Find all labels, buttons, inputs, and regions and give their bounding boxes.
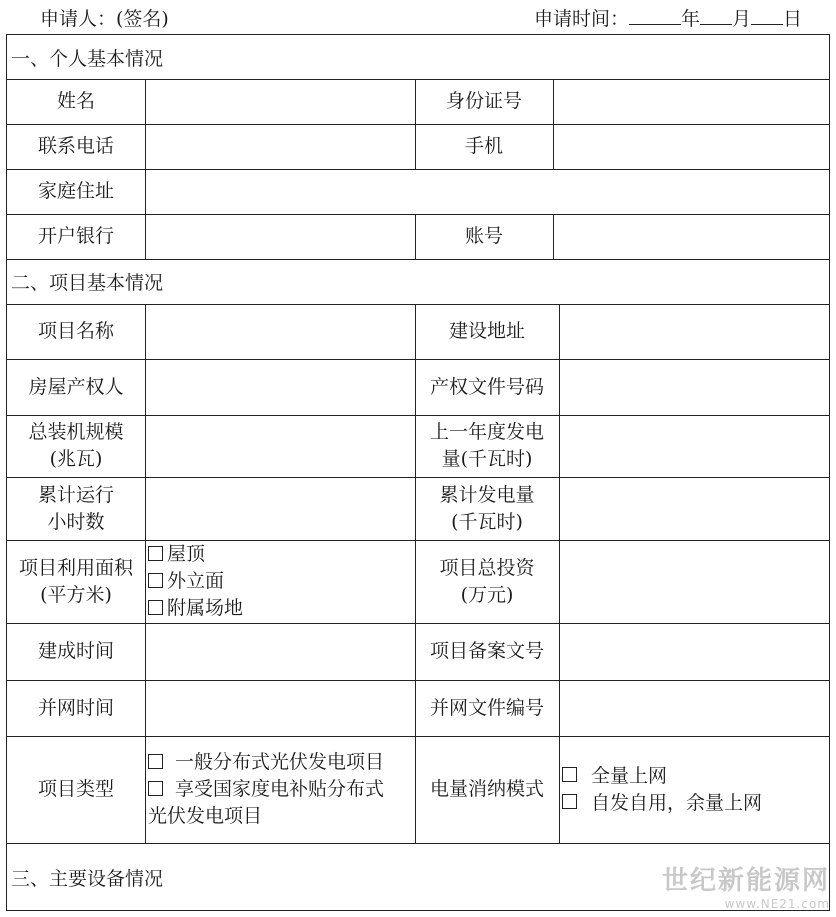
month-label: 月 (731, 8, 751, 30)
total-generation-line1: 累计发电量 (439, 483, 535, 506)
project-type-label: 项目类型 (37, 778, 114, 800)
deed-number-label: 产权文件号码 (429, 375, 544, 398)
build-location-field[interactable] (560, 304, 828, 359)
checkbox-icon[interactable] (148, 781, 163, 796)
run-hours-line2: 小时数 (47, 510, 105, 533)
grid-doc-number-field[interactable] (560, 680, 828, 736)
checkbox-icon[interactable] (148, 600, 163, 615)
filing-number-label: 项目备案文号 (429, 640, 544, 662)
project-name-field[interactable] (146, 304, 415, 359)
area-label (7, 540, 145, 623)
watermark (662, 860, 830, 911)
area-option-ancillary[interactable] (148, 595, 413, 622)
watermark-text: 世纪新能源网 (661, 866, 830, 896)
checkbox-icon[interactable] (148, 754, 163, 769)
grid-time-field[interactable] (146, 680, 415, 736)
section-equipment-title: 三、主要设备情况 (11, 868, 164, 890)
total-generation-label (415, 477, 559, 540)
project-type-option-general[interactable] (148, 749, 414, 776)
phone-field[interactable] (146, 124, 415, 169)
area-option-roof[interactable] (148, 541, 413, 568)
run-hours-label (7, 477, 145, 540)
address-label: 家庭住址 (37, 180, 114, 202)
account-field[interactable] (554, 214, 828, 259)
mobile-label: 手机 (464, 135, 503, 157)
id-number-field[interactable] (554, 79, 828, 124)
last-year-generation-field[interactable] (560, 415, 828, 477)
address-field[interactable] (146, 169, 828, 214)
capacity-field[interactable] (146, 415, 415, 477)
investment-label (415, 540, 559, 623)
consumption-mode-label: 电量消纳模式 (429, 778, 544, 800)
project-type-option-general-label: 一般分布式光伏发电项目 (175, 751, 385, 773)
built-time-label: 建成时间 (37, 640, 114, 662)
area-option-ancillary-label: 附属场地 (167, 597, 244, 619)
capacity-label-line1: 总装机规模 (28, 421, 124, 443)
project-type-options (148, 736, 414, 843)
owner-field[interactable] (146, 359, 415, 415)
month-blank[interactable] (700, 6, 732, 25)
deed-number-field[interactable] (560, 359, 828, 415)
section-personal-title: 一、个人基本情况 (11, 47, 164, 70)
phone-label: 联系电话 (37, 135, 114, 157)
checkbox-icon[interactable] (148, 573, 163, 588)
name-label: 姓名 (56, 90, 95, 112)
bank-field[interactable] (146, 214, 415, 259)
last-year-generation-line1: 上一年度发电 (429, 421, 544, 443)
id-number-label: 身份证号 (445, 90, 522, 112)
checkbox-icon[interactable] (562, 767, 577, 782)
area-option-roof-label: 屋顶 (167, 543, 206, 565)
account-label: 账号 (464, 225, 503, 247)
area-option-facade-label: 外立面 (167, 570, 225, 592)
consumption-option-full-grid-label: 全量上网 (591, 764, 668, 787)
grid-doc-number-label: 并网文件编号 (429, 696, 544, 719)
mobile-field[interactable] (554, 124, 828, 169)
grid-time-label: 并网时间 (37, 696, 114, 719)
name-field[interactable] (146, 79, 415, 124)
investment-label-line1: 项目总投资 (439, 556, 535, 579)
year-blank[interactable] (629, 6, 681, 25)
filing-number-field[interactable] (560, 623, 828, 680)
section-project-title: 二、项目基本情况 (11, 272, 164, 294)
consumption-option-self-use[interactable] (562, 790, 826, 817)
checkbox-icon[interactable] (148, 546, 163, 561)
watermark-url: www.NE21.com (724, 897, 830, 911)
bank-label: 开户银行 (37, 225, 114, 247)
checkbox-icon[interactable] (562, 794, 577, 809)
owner-label: 房屋产权人 (28, 375, 124, 398)
project-type-option-subsidy-label: 享受国家度电补贴分布式 (175, 778, 385, 800)
area-label-line1: 项目利用面积 (18, 556, 133, 579)
year-label: 年 (680, 8, 700, 30)
project-type-option-subsidy[interactable] (148, 776, 414, 803)
project-name-label: 项目名称 (37, 320, 114, 342)
application-form (6, 34, 830, 911)
run-hours-field[interactable] (146, 477, 415, 540)
day-blank[interactable] (751, 6, 783, 25)
applicant-signature-label: 申请人：(签名) (40, 8, 169, 30)
capacity-label-line2: (兆瓦) (49, 448, 103, 470)
last-year-generation-line2: 量(千瓦时) (441, 448, 533, 470)
application-date (534, 6, 802, 32)
investment-label-line2: (万元) (460, 583, 514, 606)
consumption-mode-options (562, 736, 826, 843)
run-hours-line1: 累计运行 (37, 483, 114, 506)
date-label: 申请时间： (533, 8, 629, 30)
consumption-option-full-grid[interactable] (562, 763, 826, 790)
total-generation-field[interactable] (560, 477, 828, 540)
total-generation-line2: (千瓦时) (451, 510, 523, 533)
capacity-label (7, 415, 145, 477)
project-type-option-subsidy-cont: 光伏发电项目 (148, 805, 263, 827)
consumption-option-self-use-label: 自发自用，余量上网 (591, 791, 763, 814)
area-label-line2: (平方米) (40, 583, 112, 606)
area-options (148, 540, 413, 623)
investment-field[interactable] (560, 540, 828, 623)
built-time-field[interactable] (146, 623, 415, 680)
build-location-label: 建设地址 (448, 320, 525, 342)
day-label: 日 (782, 8, 802, 30)
area-option-facade[interactable] (148, 568, 413, 595)
last-year-generation-label (415, 415, 559, 477)
